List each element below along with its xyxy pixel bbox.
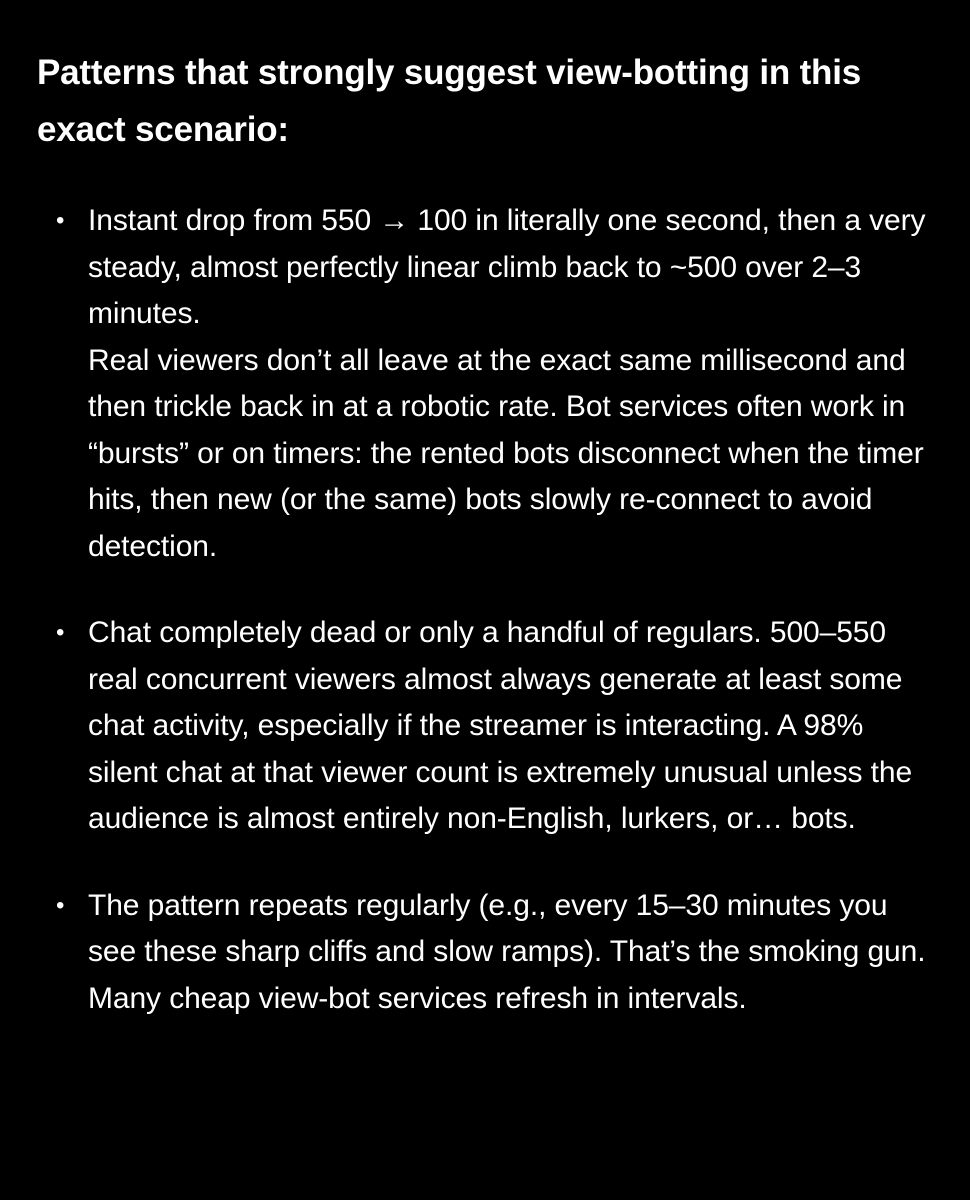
bullet-paragraph: Chat completely dead or only a handful of regulars. 500–550 real concurrent viewers almost always generate at least some chat activity, especially if the streamer is interacting. A 98% silent chat at that viewer count is extremely unusual unless the audience is almost entirely non-English, lurkers, or… bots.	[88, 616, 913, 835]
bullet-paragraph: Instant drop from 550 → 100 in literally one second, then a very steady, almost perfectly linear climb back to ~500 over 2–3 minutes.	[88, 204, 926, 330]
bullet-dot-icon: •	[56, 619, 65, 646]
bullet-dot-icon: •	[56, 891, 65, 919]
section-heading: Patterns that strongly suggest view-botting in this exact scenario:	[37, 53, 862, 149]
bullet-dot-icon: •	[56, 207, 65, 234]
list-item	[37, 198, 930, 570]
bullet-paragraph: Real viewers don’t all leave at the exact same millisecond and then trickle back in at a robotic rate. Bot services often work in “bursts” or on timers: the rented bots disconnect when the timer hits, then new (or the same) bots slowly re-connect to avoid detection.	[88, 343, 924, 563]
bullet-list	[37, 198, 930, 1022]
bullet-paragraph: The pattern repeats regularly (e.g., every 15–30 minutes you see these sharp cliffs and slow ramps). That’s the smoking gun. Many cheap view-bot services refresh in intervals.	[88, 888, 926, 1015]
list-item	[37, 883, 930, 1023]
list-item	[37, 610, 930, 843]
